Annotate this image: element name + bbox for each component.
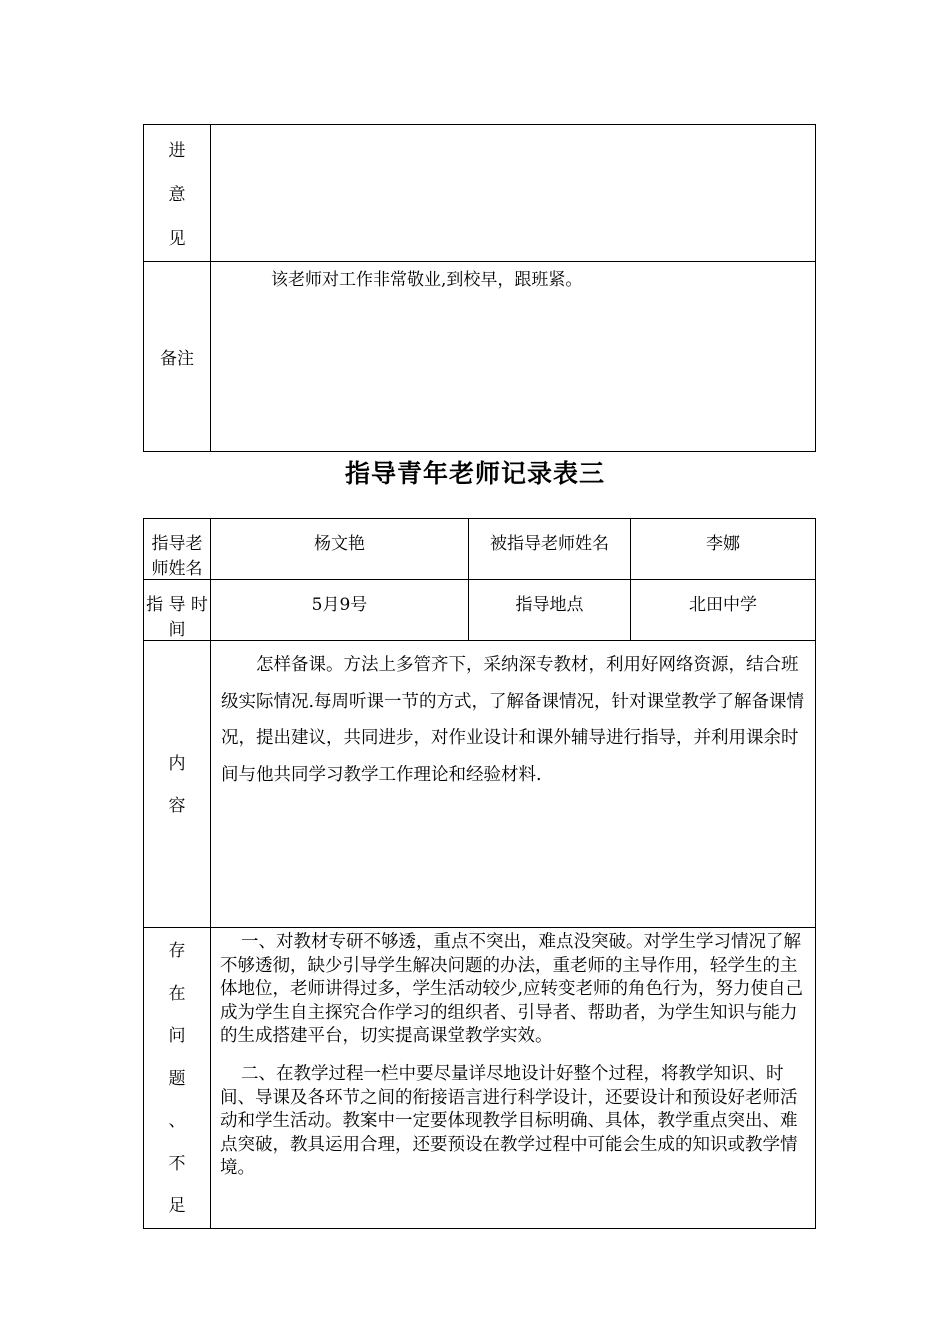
- problems-label-char: 足: [168, 1196, 186, 1216]
- problems-row: [144, 928, 816, 1229]
- names-row: [144, 519, 816, 580]
- time-place-row: [144, 580, 816, 641]
- place-label: 指导地点: [469, 580, 631, 641]
- problems-cell: [211, 928, 816, 1229]
- problems-label-char: 题: [168, 1068, 186, 1089]
- content-label: [144, 641, 211, 928]
- mentoring-record-table: [143, 518, 816, 1229]
- problems-label-char: 在: [168, 983, 186, 1004]
- problems-paragraph: 一、对教材专研不够透，重点不突出，难点没突破。对学生学习情况了解不够透彻，缺少引导学生解决问题的办法，重老师的主导作用，轻学生的主体地位，老师讲得过多，学生活动较少,应转变老师的角色行为，努力使自己成为学生自主探究合作学习的组织者、引导者、帮助者，为学生知识与能力的生成搭建平台，切实提高课堂教学实效。: [220, 932, 804, 1047]
- mentor-name-value: 杨文艳: [211, 519, 469, 580]
- place-value: 北田中学: [631, 580, 816, 641]
- content-label-char: 容: [168, 796, 186, 816]
- suggestion-label-char: 见: [168, 229, 186, 249]
- problems-paragraph: 二、在教学过程一栏中要尽量详尽地设计好整个过程，将教学知识、时间、导课及各环节之间的衔接语言进行科学设计，还要设计和预设好老师活动和学生活动。教案中一定要体现教学目标明确、具体，教学重点突出、难点突破，教具运用合理，还要预设在教学过程中可能会生成的知识或教学情境。: [220, 1063, 798, 1179]
- remarks-row: [144, 262, 816, 452]
- mentee-name-value: 李娜: [631, 519, 816, 580]
- remarks-text: 该老师对工作非常敬业,到校早，跟班紧。: [271, 270, 583, 290]
- mentor-name-label: 指导老师姓名: [144, 519, 211, 580]
- time-value: 5月9号: [211, 580, 469, 641]
- problems-label-char: 、: [168, 1111, 186, 1131]
- suggestion-label-char: 进: [168, 141, 186, 161]
- problems-label-char: 不: [168, 1153, 186, 1174]
- remarks-cell: [211, 262, 816, 452]
- previous-record-table: [143, 124, 816, 452]
- remarks-label: 备注: [144, 262, 211, 452]
- suggestion-cell: [211, 125, 816, 262]
- content-cell: [211, 641, 816, 928]
- suggestion-label: [144, 125, 211, 262]
- suggestion-row: [144, 125, 816, 262]
- content-row: [144, 641, 816, 928]
- content-label-char: 内: [168, 754, 186, 774]
- mentee-name-label: 被指导老师姓名: [469, 519, 631, 580]
- time-label: 指 导 时 间: [144, 580, 211, 641]
- suggestion-label-char: 意: [168, 185, 186, 205]
- problems-label: [144, 928, 211, 1229]
- problems-label-char: 问: [168, 1026, 186, 1046]
- problems-label-char: 存: [168, 941, 186, 961]
- page-title: 指导青年老师记录表三: [344, 459, 605, 488]
- content-text: 怎样备课。方法上多管齐下，采纳深专教材，利用好网络资源，结合班级实际情况.每周听课一节的方式，了解备课情况，针对课堂教学了解备课情况，提出建议，共同进步，对作业设计和课外辅导进行指导，并利用课余时间与他共同学习教学工作理论和经验材料.: [221, 655, 805, 785]
